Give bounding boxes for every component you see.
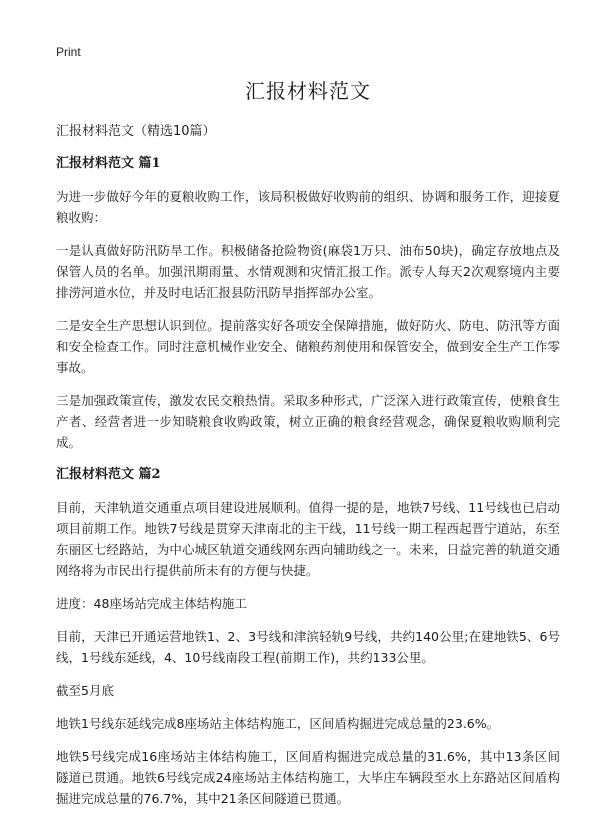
paragraph: 二是安全生产思想认识到位。提前落实好各项安全保障措施，做好防火、防电、防汛等方面和安全检查工作。同时注意机械作业安全、储粮药剂使用和保管安全，做到安全生产工作零事故。 [56, 318, 560, 375]
paragraph: 截至5月底 [56, 683, 114, 698]
section-heading: 汇报材料范文 篇2 [56, 467, 161, 482]
document-title: 汇报材料范文 [245, 79, 371, 103]
paragraph: 目前，天津已开通运营地铁1、2、3号线和津滨轻轨9号线，共约140公里;在建地铁5、6号线，1号线东延线，4、10号线南段工程(前期工作)，共约133公里。 [56, 629, 560, 665]
section-heading: 汇报材料范文 篇1 [56, 156, 161, 171]
document-subtitle: 汇报材料范文（精选10篇） [56, 124, 216, 139]
print-label: Print [56, 45, 81, 59]
paragraph: 进度：48座场站完成主体结构施工 [56, 596, 247, 611]
paragraph: 地铁1号线东延线完成8座场站主体结构施工，区间盾构掘进完成总量的23.6%。 [56, 716, 500, 731]
paragraph: 目前，天津轨道交通重点项目建设进展顺利。值得一提的是，地铁7号线、11号线也已启动项目前期工作。地铁7号线是贯穿天津南北的主干线，11号线一期工程西起晋宁道站，东至东丽区七经路站，为中心城区轨道交通线网东西向辅助线之一。未来，日益完善的轨道交通网络将为市民出行提供前所未有的方便与快捷。 [56, 500, 560, 578]
section-1 [56, 154, 560, 453]
paragraph: 一是认真做好防汛防旱工作。积极储备抢险物资(麻袋1万只、油布50块)，确定存放地点及保管人员的名单。加强汛期雨量、水情观测和灾情汇报工作。派专人每天2次观察境内主要排涝河道水位，并及时电话汇报县防汛防旱指挥部办公室。 [56, 243, 560, 300]
paragraph: 地铁5号线完成16座场站主体结构施工，区间盾构掘进完成总量的31.6%，其中13条区间隧道已贯通。地铁6号线完成24座场站主体结构施工，大毕庄车辆段至水上东路站区间盾构掘进完成总量的76.7%，其中21条区间隧道已贯通。 [56, 749, 560, 806]
paragraph: 为进一步做好今年的夏粮收购工作，该局积极做好收购前的组织、协调和服务工作，迎接夏粮收购： [56, 189, 560, 225]
paragraph: 三是加强政策宣传，激发农民交粮热情。采取多种形式，广泛深入进行政策宣传，使粮食生产者、经营者进一步知晓粮食收购政策，树立正确的粮食经营观念，确保夏粮收购顺利完成。 [56, 393, 560, 450]
section-2 [56, 465, 560, 809]
